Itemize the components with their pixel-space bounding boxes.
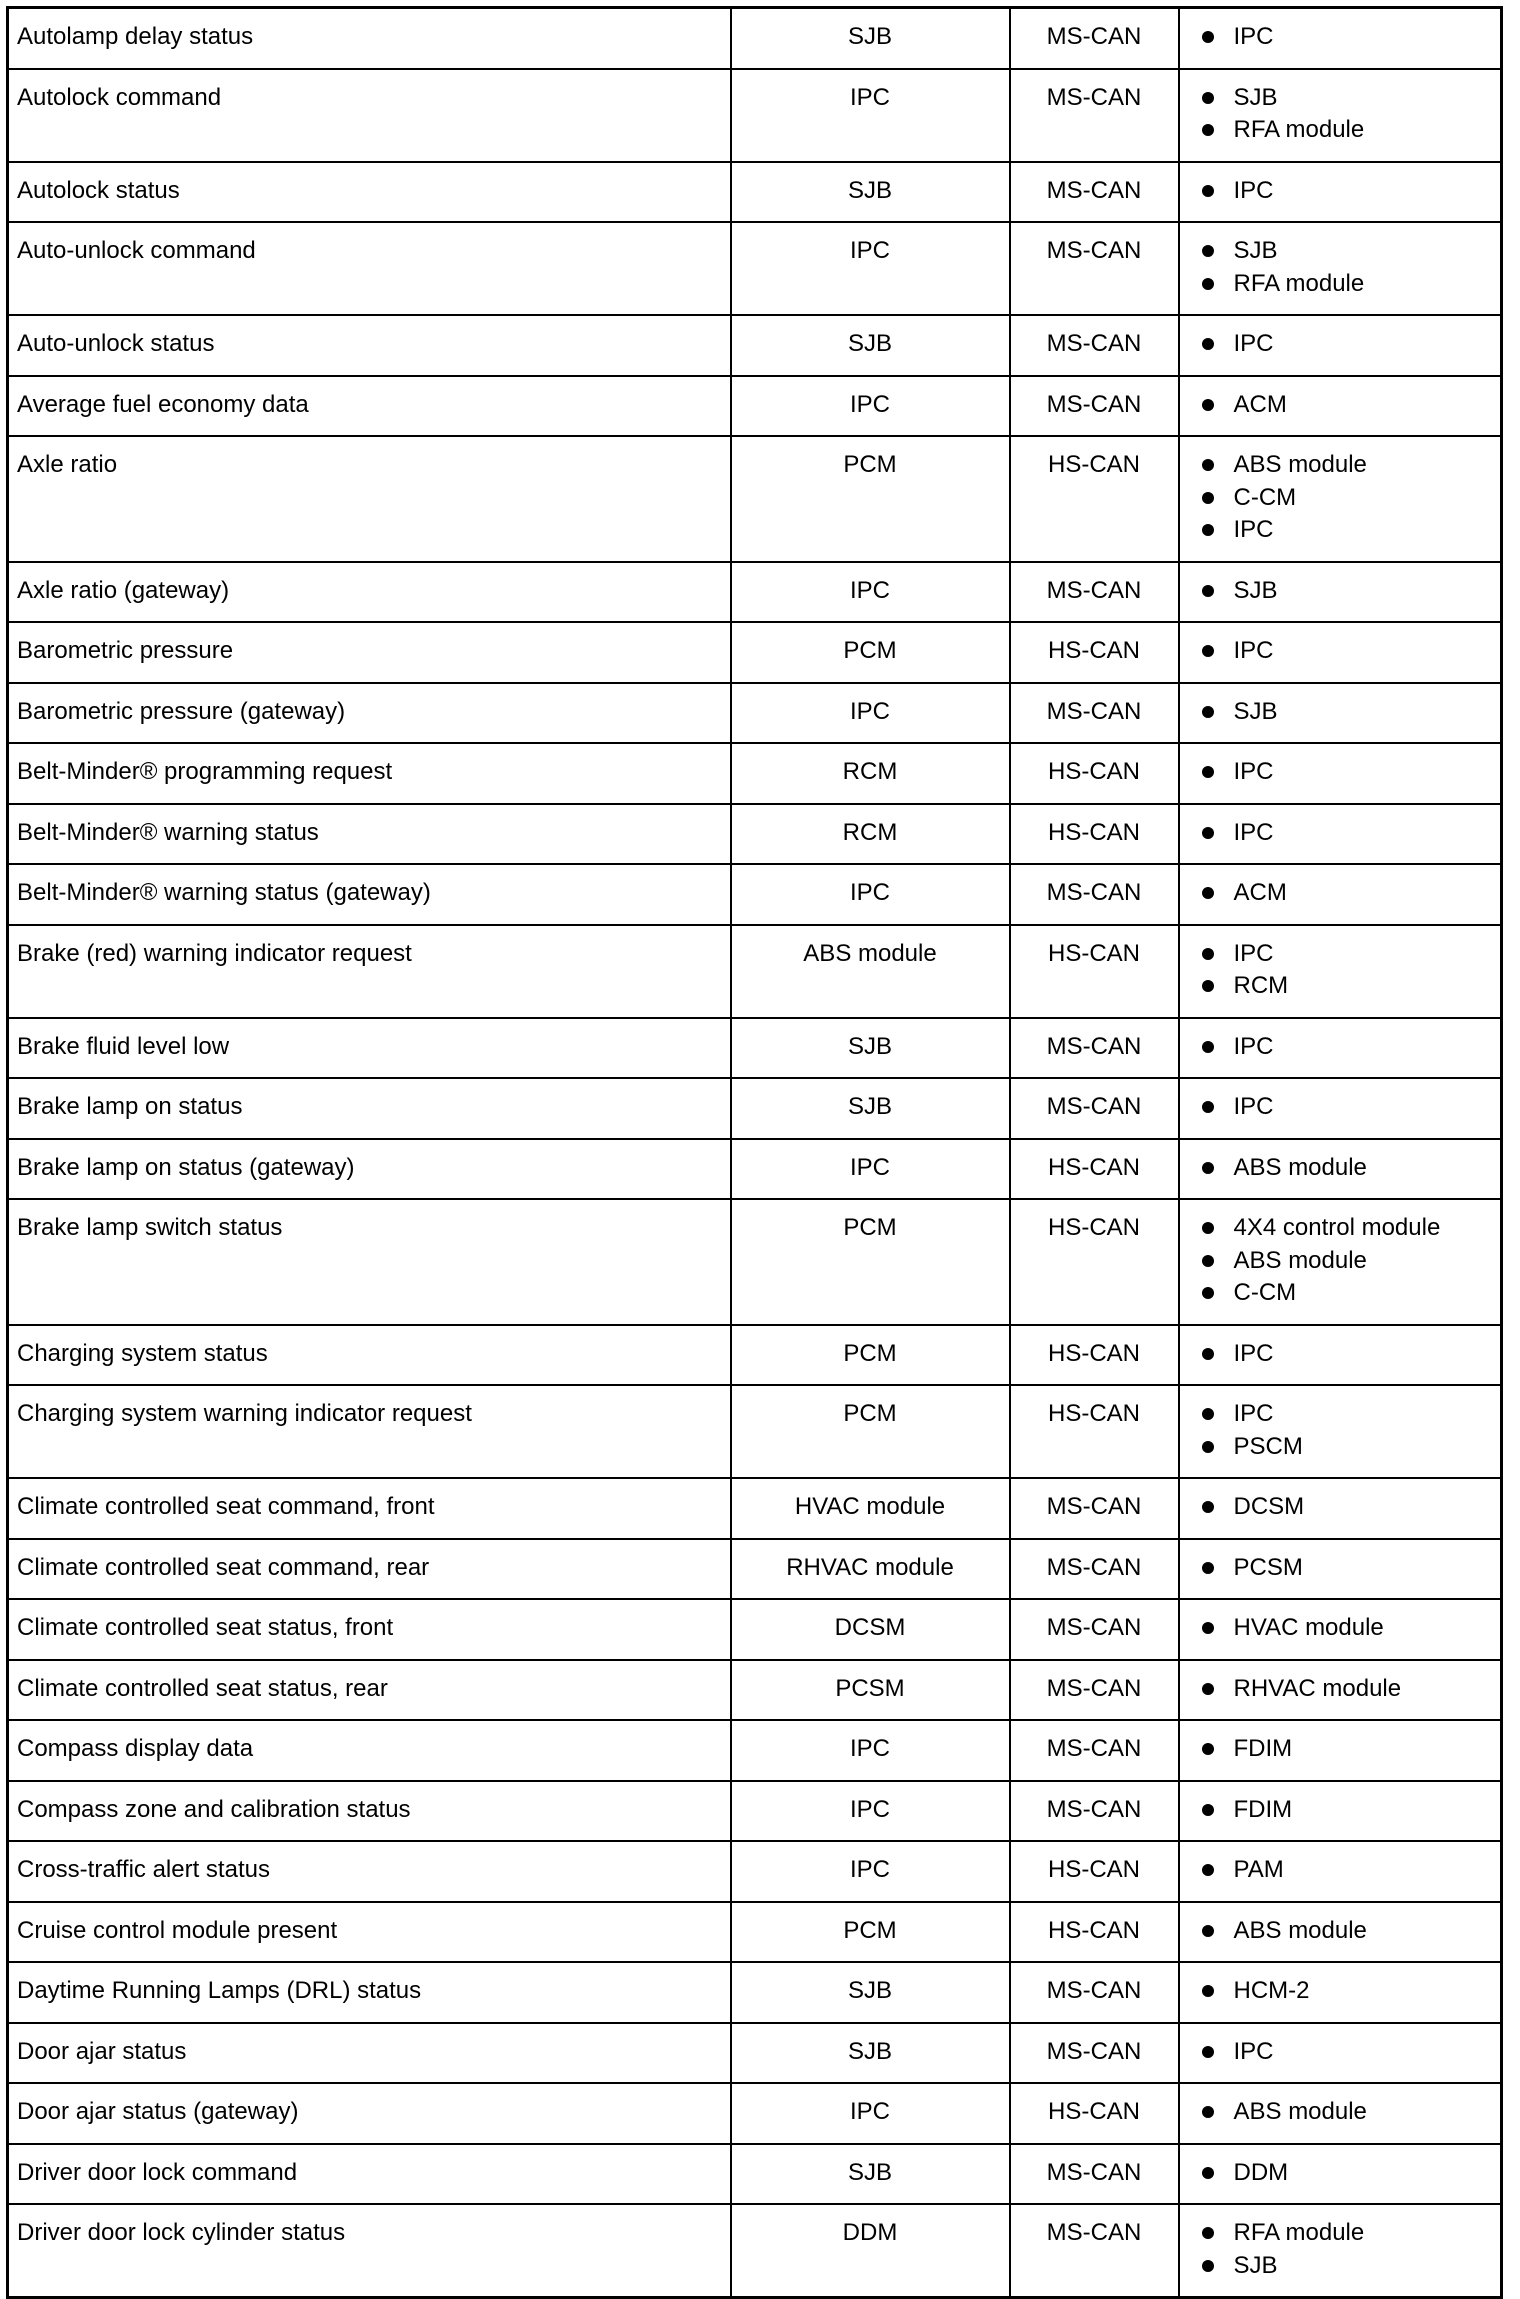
receivers-cell bbox=[1179, 1199, 1502, 1325]
originator-cell: IPC bbox=[731, 1841, 1010, 1902]
receiver-item bbox=[1202, 2250, 1501, 2283]
network-cell: MS-CAN bbox=[1010, 222, 1179, 315]
originator-cell: IPC bbox=[731, 69, 1010, 162]
receivers-cell bbox=[1179, 622, 1502, 683]
bullet-icon bbox=[1202, 1408, 1214, 1420]
network-cell: MS-CAN bbox=[1010, 864, 1179, 925]
receiver-label: ABS module bbox=[1233, 1153, 1367, 1181]
receivers-cell bbox=[1179, 683, 1502, 744]
receivers-cell bbox=[1179, 2204, 1502, 2298]
network-cell: MS-CAN bbox=[1010, 315, 1179, 376]
receivers-cell bbox=[1179, 436, 1502, 562]
network-cell: MS-CAN bbox=[1010, 1078, 1179, 1139]
bullet-icon bbox=[1202, 645, 1214, 657]
receiver-label: SJB bbox=[1233, 83, 1278, 111]
table-row bbox=[8, 1539, 1502, 1600]
message-cell: Door ajar status (gateway) bbox=[8, 2083, 731, 2144]
originator-cell: DDM bbox=[731, 2204, 1010, 2298]
receivers-cell bbox=[1179, 1720, 1502, 1781]
network-cell: MS-CAN bbox=[1010, 2204, 1179, 2298]
bullet-icon bbox=[1202, 2106, 1214, 2118]
receiver-label: RCM bbox=[1233, 972, 1289, 999]
table-row bbox=[8, 743, 1502, 804]
message-cell: Belt-Minder® programming request bbox=[8, 743, 731, 804]
message-cell: Charging system warning indicator request bbox=[8, 1385, 731, 1478]
table-row bbox=[8, 2144, 1502, 2205]
network-cell: MS-CAN bbox=[1010, 562, 1179, 623]
receiver-item bbox=[1202, 2096, 1501, 2129]
receiver-label: RFA module bbox=[1233, 2219, 1365, 2246]
network-cell: HS-CAN bbox=[1010, 1385, 1179, 1478]
receiver-label: IPC bbox=[1233, 1400, 1274, 1427]
bullet-icon bbox=[1202, 1287, 1214, 1299]
receivers-cell bbox=[1179, 1539, 1502, 1600]
receiver-item bbox=[1202, 235, 1501, 268]
receiver-item bbox=[1202, 1152, 1501, 1185]
originator-cell: PCM bbox=[731, 1199, 1010, 1325]
network-cell: MS-CAN bbox=[1010, 2144, 1179, 2205]
originator-cell: PCM bbox=[731, 622, 1010, 683]
network-cell: HS-CAN bbox=[1010, 804, 1179, 865]
message-cell: Climate controlled seat command, front bbox=[8, 1478, 731, 1539]
network-cell: HS-CAN bbox=[1010, 436, 1179, 562]
receiver-item bbox=[1202, 82, 1501, 115]
receiver-item bbox=[1202, 1277, 1501, 1310]
network-cell: HS-CAN bbox=[1010, 622, 1179, 683]
table-row bbox=[8, 162, 1502, 223]
message-cell: Auto-unlock status bbox=[8, 315, 731, 376]
network-cell: MS-CAN bbox=[1010, 1539, 1179, 1600]
receivers-cell bbox=[1179, 743, 1502, 804]
originator-cell: IPC bbox=[731, 2083, 1010, 2144]
receiver-item bbox=[1202, 1491, 1501, 1524]
receiver-label: IPC bbox=[1233, 1032, 1274, 1060]
receiver-item bbox=[1202, 1975, 1501, 2008]
receivers-cell bbox=[1179, 562, 1502, 623]
receiver-label: IPC bbox=[1233, 1093, 1274, 1120]
receiver-label: HVAC module bbox=[1233, 1614, 1384, 1641]
receiver-item bbox=[1202, 114, 1501, 147]
receiver-label: DDM bbox=[1233, 2158, 1289, 2186]
receivers-cell bbox=[1179, 8, 1502, 69]
message-cell: Climate controlled seat status, rear bbox=[8, 1660, 731, 1721]
receiver-label: DCSM bbox=[1233, 1493, 1305, 1520]
receiver-label: PSCM bbox=[1233, 1432, 1303, 1460]
table-row bbox=[8, 1962, 1502, 2023]
message-cell: Barometric pressure (gateway) bbox=[8, 683, 731, 744]
receiver-label: ABS module bbox=[1233, 451, 1367, 478]
message-cell: Autolamp delay status bbox=[8, 8, 731, 69]
receiver-item bbox=[1202, 1854, 1501, 1887]
network-cell: MS-CAN bbox=[1010, 162, 1179, 223]
originator-cell: ABS module bbox=[731, 925, 1010, 1018]
message-cell: Driver door lock command bbox=[8, 2144, 731, 2205]
table-row bbox=[8, 8, 1502, 69]
bullet-icon bbox=[1202, 1864, 1214, 1876]
network-cell: HS-CAN bbox=[1010, 1841, 1179, 1902]
receiver-item bbox=[1202, 2036, 1501, 2069]
table-row bbox=[8, 1385, 1502, 1478]
receiver-item bbox=[1202, 482, 1501, 515]
receivers-cell bbox=[1179, 1599, 1502, 1660]
table-row bbox=[8, 622, 1502, 683]
receiver-label: IPC bbox=[1233, 2037, 1274, 2065]
originator-cell: SJB bbox=[731, 315, 1010, 376]
bullet-icon bbox=[1202, 2227, 1214, 2239]
receiver-item bbox=[1202, 268, 1501, 301]
network-cell: MS-CAN bbox=[1010, 1660, 1179, 1721]
message-cell: Driver door lock cylinder status bbox=[8, 2204, 731, 2298]
message-cell: Daytime Running Lamps (DRL) status bbox=[8, 1962, 731, 2023]
originator-cell: PCM bbox=[731, 1385, 1010, 1478]
originator-cell: SJB bbox=[731, 8, 1010, 69]
originator-cell: DCSM bbox=[731, 1599, 1010, 1660]
originator-cell: RHVAC module bbox=[731, 1539, 1010, 1600]
bullet-icon bbox=[1202, 980, 1214, 992]
table-row bbox=[8, 804, 1502, 865]
originator-cell: IPC bbox=[731, 376, 1010, 437]
receiver-item bbox=[1202, 756, 1501, 789]
bullet-icon bbox=[1202, 492, 1214, 504]
bullet-icon bbox=[1202, 92, 1214, 104]
network-cell: HS-CAN bbox=[1010, 1325, 1179, 1386]
bullet-icon bbox=[1202, 1743, 1214, 1755]
receivers-cell bbox=[1179, 1325, 1502, 1386]
bullet-icon bbox=[1202, 948, 1214, 960]
receivers-cell bbox=[1179, 1385, 1502, 1478]
network-cell: HS-CAN bbox=[1010, 1139, 1179, 1200]
originator-cell: IPC bbox=[731, 864, 1010, 925]
bullet-icon bbox=[1202, 2046, 1214, 2058]
receivers-cell bbox=[1179, 376, 1502, 437]
bullet-icon bbox=[1202, 278, 1214, 290]
receiver-item bbox=[1202, 575, 1501, 608]
bullet-icon bbox=[1202, 827, 1214, 839]
receiver-label: IPC bbox=[1233, 1339, 1274, 1367]
receiver-item bbox=[1202, 938, 1501, 971]
receiver-label: IPC bbox=[1233, 176, 1274, 204]
message-cell: Climate controlled seat command, rear bbox=[8, 1539, 731, 1600]
network-message-table bbox=[6, 6, 1503, 2299]
bullet-icon bbox=[1202, 1925, 1214, 1937]
bullet-icon bbox=[1202, 1222, 1214, 1234]
bullet-icon bbox=[1202, 1441, 1214, 1453]
bullet-icon bbox=[1202, 1562, 1214, 1574]
receiver-item bbox=[1202, 1031, 1501, 1064]
originator-cell: HVAC module bbox=[731, 1478, 1010, 1539]
message-cell: Compass display data bbox=[8, 1720, 731, 1781]
message-cell: Belt-Minder® warning status (gateway) bbox=[8, 864, 731, 925]
receiver-label: ACM bbox=[1233, 390, 1287, 418]
receivers-cell bbox=[1179, 69, 1502, 162]
receiver-item bbox=[1202, 175, 1501, 208]
receivers-cell bbox=[1179, 925, 1502, 1018]
originator-cell: IPC bbox=[731, 562, 1010, 623]
receiver-label: IPC bbox=[1233, 818, 1274, 846]
message-cell: Door ajar status bbox=[8, 2023, 731, 2084]
bullet-icon bbox=[1202, 1162, 1214, 1174]
receiver-label: IPC bbox=[1233, 939, 1274, 967]
receiver-label: FDIM bbox=[1233, 1795, 1293, 1823]
receivers-cell bbox=[1179, 1902, 1502, 1963]
table-row bbox=[8, 376, 1502, 437]
receiver-item bbox=[1202, 21, 1501, 54]
network-cell: HS-CAN bbox=[1010, 743, 1179, 804]
message-cell: Brake lamp on status bbox=[8, 1078, 731, 1139]
receiver-item bbox=[1202, 1915, 1501, 1948]
originator-cell: IPC bbox=[731, 1139, 1010, 1200]
originator-cell: SJB bbox=[731, 2144, 1010, 2205]
originator-cell: IPC bbox=[731, 1781, 1010, 1842]
bullet-icon bbox=[1202, 524, 1214, 536]
receiver-label: SJB bbox=[1233, 576, 1278, 604]
message-cell: Cruise control module present bbox=[8, 1902, 731, 1963]
bullet-icon bbox=[1202, 1683, 1214, 1695]
receivers-cell bbox=[1179, 222, 1502, 315]
bullet-icon bbox=[1202, 1041, 1214, 1053]
bullet-icon bbox=[1202, 1348, 1214, 1360]
network-cell: MS-CAN bbox=[1010, 1720, 1179, 1781]
receiver-label: ABS module bbox=[1233, 1246, 1367, 1274]
receiver-item bbox=[1202, 635, 1501, 668]
receivers-cell bbox=[1179, 1139, 1502, 1200]
receiver-label: ACM bbox=[1233, 879, 1287, 906]
receiver-item bbox=[1202, 1398, 1501, 1431]
network-cell: HS-CAN bbox=[1010, 1902, 1179, 1963]
table-row bbox=[8, 562, 1502, 623]
receiver-label: HCM-2 bbox=[1233, 1977, 1310, 2004]
originator-cell: SJB bbox=[731, 1018, 1010, 1079]
message-cell: Autolock status bbox=[8, 162, 731, 223]
receiver-label: C-CM bbox=[1233, 483, 1297, 511]
table-row bbox=[8, 1841, 1502, 1902]
table-row bbox=[8, 1325, 1502, 1386]
receiver-label: IPC bbox=[1233, 637, 1274, 664]
receivers-cell bbox=[1179, 804, 1502, 865]
receiver-item bbox=[1202, 2157, 1501, 2190]
network-cell: MS-CAN bbox=[1010, 69, 1179, 162]
table-row bbox=[8, 925, 1502, 1018]
bullet-icon bbox=[1202, 766, 1214, 778]
receiver-item bbox=[1202, 2217, 1501, 2250]
receiver-label: IPC bbox=[1233, 758, 1274, 785]
receivers-cell bbox=[1179, 1781, 1502, 1842]
bullet-icon bbox=[1202, 1101, 1214, 1113]
receiver-label: C-CM bbox=[1233, 1279, 1297, 1306]
originator-cell: SJB bbox=[731, 1962, 1010, 2023]
receiver-item bbox=[1202, 696, 1501, 729]
receiver-item bbox=[1202, 1338, 1501, 1371]
originator-cell: PCM bbox=[731, 1325, 1010, 1386]
receiver-item bbox=[1202, 1091, 1501, 1124]
table-row bbox=[8, 1478, 1502, 1539]
receivers-cell bbox=[1179, 864, 1502, 925]
table-row bbox=[8, 1078, 1502, 1139]
message-cell: Average fuel economy data bbox=[8, 376, 731, 437]
bullet-icon bbox=[1202, 399, 1214, 411]
message-cell: Belt-Minder® warning status bbox=[8, 804, 731, 865]
receivers-cell bbox=[1179, 1660, 1502, 1721]
message-cell: Brake lamp switch status bbox=[8, 1199, 731, 1325]
bullet-icon bbox=[1202, 1501, 1214, 1513]
receivers-cell bbox=[1179, 2083, 1502, 2144]
bullet-icon bbox=[1202, 585, 1214, 597]
originator-cell: PCM bbox=[731, 1902, 1010, 1963]
network-cell: MS-CAN bbox=[1010, 1478, 1179, 1539]
table-row bbox=[8, 1902, 1502, 1963]
table-body bbox=[8, 8, 1502, 2298]
receiver-label: ABS module bbox=[1233, 1916, 1367, 1944]
network-cell: MS-CAN bbox=[1010, 1781, 1179, 1842]
bullet-icon bbox=[1202, 124, 1214, 136]
table-row bbox=[8, 1720, 1502, 1781]
message-cell: Autolock command bbox=[8, 69, 731, 162]
originator-cell: PCSM bbox=[731, 1660, 1010, 1721]
message-cell: Axle ratio bbox=[8, 436, 731, 562]
originator-cell: SJB bbox=[731, 1078, 1010, 1139]
network-cell: MS-CAN bbox=[1010, 376, 1179, 437]
network-cell: HS-CAN bbox=[1010, 2083, 1179, 2144]
receiver-label: IPC bbox=[1233, 516, 1274, 543]
receiver-item bbox=[1202, 1733, 1501, 1766]
message-cell: Climate controlled seat status, front bbox=[8, 1599, 731, 1660]
table-row bbox=[8, 2204, 1502, 2298]
network-cell: MS-CAN bbox=[1010, 1962, 1179, 2023]
receivers-cell bbox=[1179, 315, 1502, 376]
originator-cell: SJB bbox=[731, 162, 1010, 223]
message-cell: Barometric pressure bbox=[8, 622, 731, 683]
receiver-label: SJB bbox=[1233, 697, 1278, 725]
table-row bbox=[8, 1660, 1502, 1721]
table-row bbox=[8, 2083, 1502, 2144]
bullet-icon bbox=[1202, 2260, 1214, 2272]
receiver-label: IPC bbox=[1233, 330, 1274, 357]
bullet-icon bbox=[1202, 887, 1214, 899]
receiver-item bbox=[1202, 514, 1501, 547]
receivers-cell bbox=[1179, 1962, 1502, 2023]
bullet-icon bbox=[1202, 1804, 1214, 1816]
receiver-label: SJB bbox=[1233, 2251, 1278, 2279]
message-cell: Brake lamp on status (gateway) bbox=[8, 1139, 731, 1200]
receiver-item bbox=[1202, 1612, 1501, 1645]
table-row bbox=[8, 2023, 1502, 2084]
table-row bbox=[8, 1599, 1502, 1660]
table-row bbox=[8, 315, 1502, 376]
network-cell: HS-CAN bbox=[1010, 925, 1179, 1018]
originator-cell: IPC bbox=[731, 683, 1010, 744]
message-cell: Axle ratio (gateway) bbox=[8, 562, 731, 623]
network-cell: MS-CAN bbox=[1010, 8, 1179, 69]
receiver-item bbox=[1202, 1431, 1501, 1464]
receiver-label: FDIM bbox=[1233, 1735, 1293, 1762]
table-row bbox=[8, 436, 1502, 562]
bullet-icon bbox=[1202, 245, 1214, 257]
receiver-item bbox=[1202, 389, 1501, 422]
receiver-label: PAM bbox=[1233, 1856, 1284, 1883]
receivers-cell bbox=[1179, 1018, 1502, 1079]
receiver-item bbox=[1202, 1794, 1501, 1827]
receiver-item bbox=[1202, 877, 1501, 910]
message-cell: Brake fluid level low bbox=[8, 1018, 731, 1079]
message-cell: Charging system status bbox=[8, 1325, 731, 1386]
receiver-item bbox=[1202, 1673, 1501, 1706]
network-cell: MS-CAN bbox=[1010, 683, 1179, 744]
bullet-icon bbox=[1202, 706, 1214, 718]
receiver-label: 4X4 control module bbox=[1233, 1214, 1441, 1241]
bullet-icon bbox=[1202, 459, 1214, 471]
bullet-icon bbox=[1202, 1622, 1214, 1634]
network-cell: MS-CAN bbox=[1010, 2023, 1179, 2084]
receivers-cell bbox=[1179, 1841, 1502, 1902]
receivers-cell bbox=[1179, 1478, 1502, 1539]
bullet-icon bbox=[1202, 185, 1214, 197]
originator-cell: PCM bbox=[731, 436, 1010, 562]
bullet-icon bbox=[1202, 2167, 1214, 2179]
receiver-item bbox=[1202, 970, 1501, 1003]
receivers-cell bbox=[1179, 162, 1502, 223]
message-cell: Auto-unlock command bbox=[8, 222, 731, 315]
table-row bbox=[8, 1139, 1502, 1200]
receivers-cell bbox=[1179, 2144, 1502, 2205]
receiver-item bbox=[1202, 1245, 1501, 1278]
message-cell: Cross-traffic alert status bbox=[8, 1841, 731, 1902]
bullet-icon bbox=[1202, 31, 1214, 43]
bullet-icon bbox=[1202, 1255, 1214, 1267]
receiver-item bbox=[1202, 449, 1501, 482]
network-cell: MS-CAN bbox=[1010, 1018, 1179, 1079]
receiver-label: RFA module bbox=[1233, 116, 1365, 143]
originator-cell: IPC bbox=[731, 222, 1010, 315]
table-row bbox=[8, 1018, 1502, 1079]
receiver-label: RHVAC module bbox=[1233, 1674, 1402, 1702]
table-row bbox=[8, 1199, 1502, 1325]
table-row bbox=[8, 222, 1502, 315]
table-row bbox=[8, 864, 1502, 925]
receivers-cell bbox=[1179, 2023, 1502, 2084]
bullet-icon bbox=[1202, 338, 1214, 350]
receiver-label: RFA module bbox=[1233, 269, 1365, 297]
message-cell: Compass zone and calibration status bbox=[8, 1781, 731, 1842]
receiver-label: SJB bbox=[1233, 237, 1278, 264]
network-cell: HS-CAN bbox=[1010, 1199, 1179, 1325]
originator-cell: SJB bbox=[731, 2023, 1010, 2084]
table-row bbox=[8, 683, 1502, 744]
table-row bbox=[8, 69, 1502, 162]
receiver-item bbox=[1202, 1212, 1501, 1245]
receiver-label: IPC bbox=[1233, 23, 1274, 50]
receiver-item bbox=[1202, 328, 1501, 361]
receiver-label: PCSM bbox=[1233, 1553, 1303, 1581]
message-cell: Brake (red) warning indicator request bbox=[8, 925, 731, 1018]
receiver-item bbox=[1202, 1552, 1501, 1585]
receiver-item bbox=[1202, 817, 1501, 850]
bullet-icon bbox=[1202, 1985, 1214, 1997]
receivers-cell bbox=[1179, 1078, 1502, 1139]
originator-cell: RCM bbox=[731, 804, 1010, 865]
receiver-label: ABS module bbox=[1233, 2098, 1367, 2125]
network-cell: MS-CAN bbox=[1010, 1599, 1179, 1660]
originator-cell: IPC bbox=[731, 1720, 1010, 1781]
table-row bbox=[8, 1781, 1502, 1842]
originator-cell: RCM bbox=[731, 743, 1010, 804]
